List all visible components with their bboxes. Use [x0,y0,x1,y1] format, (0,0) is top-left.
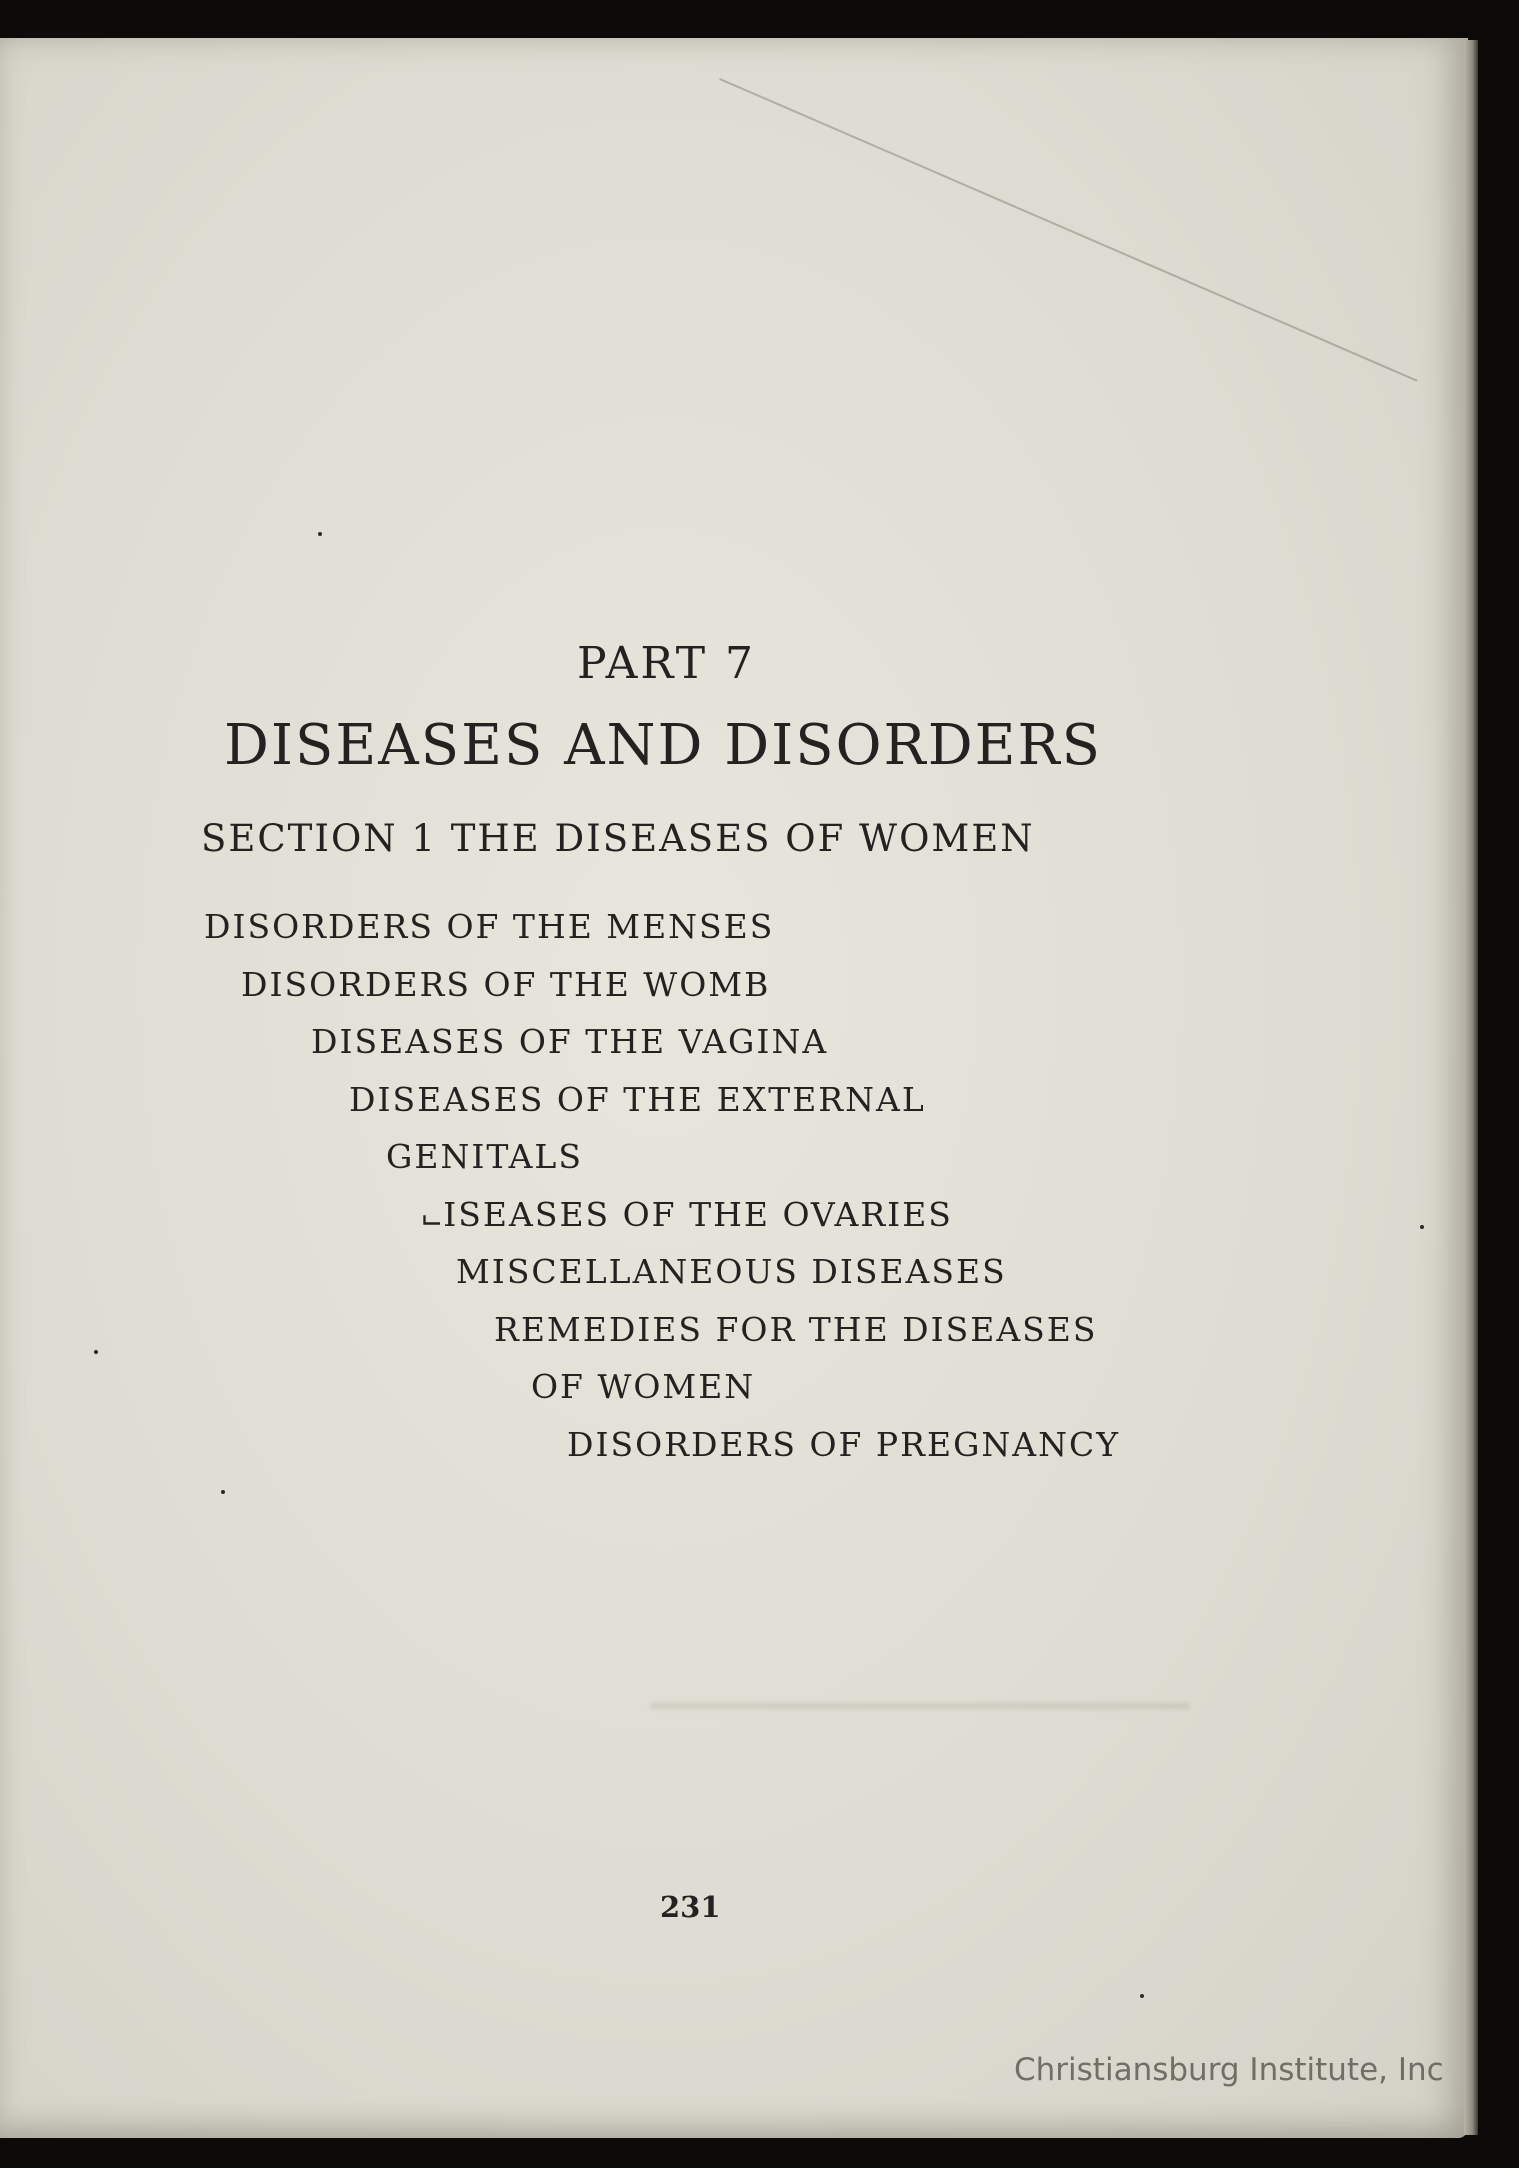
watermark: Christiansburg Institute, Inc [1014,2052,1444,2088]
contents-entry: ⨽ISEASES OF THE OVARIES [422,1195,953,1234]
part-label: PART 7 [577,638,757,689]
ink-speck [1420,1225,1424,1229]
page-number: 231 [660,1890,721,1924]
contents-entry: DISORDERS OF PREGNANCY [567,1425,1121,1464]
contents-entry: DISORDERS OF THE MENSES [204,907,775,946]
page-edge [1464,40,1478,2135]
paper-sheet [0,38,1468,2138]
ink-speck [318,532,322,536]
contents-entry: GENITALS [386,1137,583,1176]
page-crease [719,78,1417,382]
part-title: DISEASES AND DISORDERS [224,713,1103,778]
ink-speck [1140,1994,1144,1998]
contents-entry: MISCELLANEOUS DISEASES [456,1252,1007,1291]
contents-entry: OF WOMEN [531,1367,756,1406]
ink-speck [94,1350,98,1354]
contents-entry: REMEDIES FOR THE DISEASES [494,1310,1098,1349]
ink-speck [221,1490,225,1494]
paper-smudge [650,1703,1190,1709]
contents-entry: DISEASES OF THE EXTERNAL [349,1080,926,1119]
contents-entry: DISORDERS OF THE WOMB [241,965,771,1004]
section-heading: SECTION 1 THE DISEASES OF WOMEN [201,817,1035,860]
contents-entry: DISEASES OF THE VAGINA [311,1022,829,1061]
